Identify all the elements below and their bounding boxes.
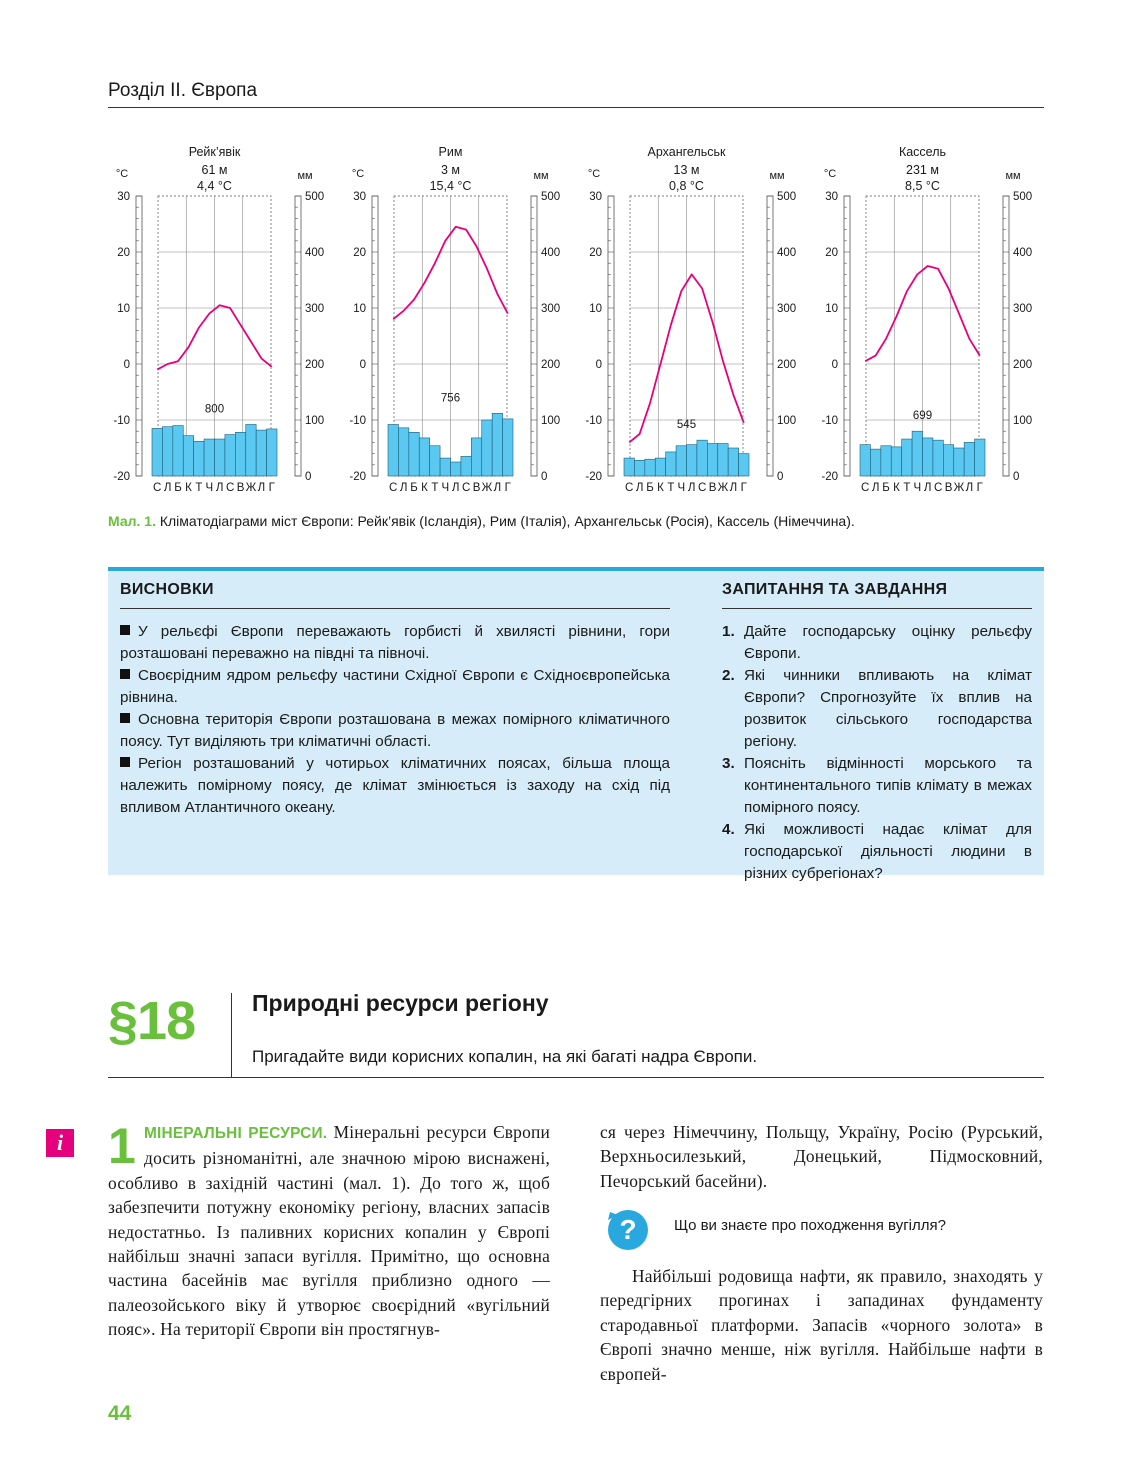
precip-bar: [430, 446, 440, 476]
precip-tick-label: 300: [305, 303, 325, 315]
month-label: Г: [976, 482, 983, 494]
precip-bar: [183, 436, 193, 476]
chart-title: Рим: [438, 145, 463, 159]
conclusion-item: Своєрідним ядром рельєфу частини Східної Європи є Східноєвропейська рівнина.: [120, 667, 670, 706]
month-label: С: [461, 482, 471, 494]
chart-elevation: 231 м: [906, 163, 939, 177]
figure-caption: [108, 513, 855, 529]
temp-scale: [372, 196, 378, 476]
precip-bar: [267, 429, 277, 476]
precip-bar: [933, 440, 943, 476]
question-item: 3. Поясніть відмінності морського та континентального типів клімату в межах помірного поясу.: [722, 755, 1032, 816]
paragraph-rule: [108, 1077, 1044, 1078]
precip-bar: [398, 428, 408, 476]
precip-bar: [194, 441, 204, 476]
precip-bar: [964, 442, 974, 476]
temp-tick-label: 10: [117, 303, 130, 315]
precip-bar: [503, 419, 513, 476]
running-header: Розділ ІІ. Європа: [108, 80, 258, 101]
month-label: К: [657, 482, 664, 494]
section-text-right-1: ся через Німеччину, Польщу, Україну, Росію (Рурський, Верхньосилезький, Донецький, Підмосковний, Печорський басейни).: [600, 1122, 1043, 1191]
chart-elevation: 13 м: [673, 163, 700, 177]
precip-bar: [728, 448, 738, 476]
section-text-right-2: Найбільші родовища нафти, як правило, знаходять у передгірних прогинах і западинах фундаменту стародавньої платформи. Запасів «чорного золота» в Європі значно менше, ніж вугілля. Найбільше нафти в європей-: [600, 1266, 1043, 1384]
chart-mean-temp: 4,4 °C: [197, 179, 232, 193]
precip-bar: [912, 431, 922, 476]
precip-tick-label: 100: [305, 415, 325, 427]
precip-bar: [204, 439, 214, 476]
month-label: Т: [903, 482, 911, 494]
month-label: Л: [399, 482, 408, 494]
temp-tick-label: 10: [589, 303, 602, 315]
question-icon: [602, 1206, 650, 1254]
precip-bar: [891, 447, 901, 476]
precip-tick-label: 300: [777, 303, 797, 315]
temp-tick-label: -20: [349, 471, 366, 483]
month-label: К: [185, 482, 192, 494]
month-label: В: [944, 482, 953, 494]
precip-bar: [634, 460, 644, 476]
precip-bar: [419, 438, 429, 476]
figure-label: Мал. 1.: [108, 513, 156, 529]
precip-bar: [256, 430, 266, 476]
precip-bar: [718, 444, 728, 476]
figure-caption-text: Кліматодіаграми міст Європи: Рейк’явік (Ісландія), Рим (Італія), Архангельськ (Росія), Кассель (Німеччина).: [159, 513, 855, 529]
conclusion-item: У рельєфі Європи переважають горбисті й хвилясті рівнини, гори розташовані переважно на півдні та півночі.: [120, 623, 670, 662]
month-label: Ч: [441, 482, 450, 494]
precip-tick-label: 200: [777, 359, 797, 371]
month-label: Г: [740, 482, 747, 494]
precip-bar: [173, 426, 183, 476]
header-rule: [108, 107, 1044, 108]
chart-mean-temp: 15,4 °C: [429, 179, 472, 193]
precip-bar: [954, 448, 964, 476]
month-label: Б: [882, 482, 890, 494]
chart-elevation: 61 м: [201, 163, 228, 177]
precip-bar: [975, 439, 985, 476]
precip-tick-label: 300: [1013, 303, 1033, 315]
precip-unit-label: мм: [533, 170, 549, 182]
precip-bar: [162, 427, 172, 476]
precip-bar: [215, 439, 225, 476]
paragraph-subtitle: Пригадайте види корисних копалин, на які багаті надра Європи.: [252, 1047, 758, 1066]
precip-tick-label: 400: [777, 247, 797, 259]
conclusion-item: Регіон розташований у чотирьох кліматичних поясах, більша площа належить помірному поясу, де клімат змінюється із заходу на схід під впливом Атлантичного океану.: [120, 755, 670, 816]
month-label: Г: [504, 482, 511, 494]
month-label: Т: [431, 482, 439, 494]
month-label: Ч: [677, 482, 686, 494]
precip-tick-label: 100: [777, 415, 797, 427]
month-label: Л: [871, 482, 880, 494]
precip-bar: [624, 458, 634, 476]
temp-unit-label: °C: [115, 168, 129, 180]
precip-bar: [461, 456, 471, 476]
precip-unit-label: мм: [297, 170, 313, 182]
temp-tick-label: -10: [113, 415, 130, 427]
month-label: Л: [687, 482, 696, 494]
precip-scale: [531, 196, 537, 476]
precip-bar: [923, 438, 933, 476]
precip-bar: [482, 420, 492, 476]
temp-tick-label: 30: [117, 191, 130, 203]
precip-bar: [246, 424, 256, 476]
chart-title: Кассель: [898, 145, 947, 159]
precip-bar: [943, 445, 953, 476]
square-bullet-icon: [120, 757, 130, 767]
temp-tick-label: -10: [585, 415, 602, 427]
conclusion-item: Основна територія Європи розташована в межах помірного кліматичного поясу. Тут виділяють три кліматичні області.: [120, 711, 670, 750]
temp-tick-label: 30: [589, 191, 602, 203]
conclusions-list: [120, 621, 670, 819]
precip-scale: [295, 196, 301, 476]
temp-scale: [608, 196, 614, 476]
precip-tick-label: 500: [777, 191, 797, 203]
section-text-left: Мінеральні ресурси Європи досить різноманітні, але значною мірою виснажені, особливо в західній частині (мал. 1). До того ж, щоб забезпечити потужну економіку регіону, власних запасів недостатньо. Із паливних корисних копалин у Європі найбільш значні запаси вугілля. Примітно, що основна частина басейнів має вугілля приблизно одного — палеозойського віку й утворює своєрідний «вугільний пояс». На території Європи він простягнув-: [108, 1122, 550, 1340]
month-label: Б: [410, 482, 418, 494]
temp-tick-label: 0: [595, 359, 602, 371]
month-label: Ч: [205, 482, 214, 494]
page-number: 44: [108, 1402, 132, 1425]
annual-precip-label: 545: [676, 419, 697, 432]
precip-bar: [471, 438, 481, 476]
temp-unit-label: °C: [823, 168, 837, 180]
precip-bar: [697, 440, 707, 476]
month-label: Л: [215, 482, 224, 494]
month-label: К: [421, 482, 428, 494]
temp-tick-label: 0: [123, 359, 130, 371]
temp-tick-label: -20: [585, 471, 602, 483]
precip-tick-label: 400: [1013, 247, 1033, 259]
temp-tick-label: -10: [349, 415, 366, 427]
annual-precip-label: 756: [440, 392, 461, 405]
climate-chart-2: [585, 145, 796, 494]
month-label: Л: [163, 482, 172, 494]
conclusions-heading: ВИСНОВКИ: [120, 581, 214, 598]
month-label: С: [933, 482, 943, 494]
temp-tick-label: -10: [821, 415, 838, 427]
chart-mean-temp: 0,8 °C: [669, 179, 704, 193]
month-label: Л: [257, 482, 266, 494]
month-label: Л: [451, 482, 460, 494]
month-label: Ж: [953, 482, 965, 494]
month-label: С: [861, 482, 870, 494]
precip-bar: [235, 432, 245, 476]
precip-bar: [388, 424, 398, 476]
climate-charts: [100, 140, 1060, 500]
precip-bar: [655, 458, 665, 476]
text-column-right: [600, 1120, 1043, 1193]
temp-unit-label: °C: [351, 168, 365, 180]
precip-bar: [440, 458, 450, 476]
month-label: В: [708, 482, 717, 494]
annual-precip-label: 699: [912, 410, 933, 423]
month-label: С: [153, 482, 162, 494]
precip-scale: [767, 196, 773, 476]
chart-elevation: 3 м: [440, 163, 461, 177]
month-label: Б: [646, 482, 654, 494]
temp-tick-label: 20: [589, 247, 602, 259]
question-item: 1. Дайте господарську оцінку рельєфу Європи.: [722, 623, 1032, 662]
conclusions-rule: [120, 608, 670, 609]
climate-chart-1: [349, 145, 560, 494]
month-label: Б: [174, 482, 182, 494]
square-bullet-icon: [120, 669, 130, 679]
square-bullet-icon: [120, 625, 130, 635]
precip-bar: [451, 462, 461, 476]
precip-bar: [645, 459, 655, 476]
month-label: Т: [667, 482, 675, 494]
temp-tick-label: 10: [353, 303, 366, 315]
questions-list: [722, 621, 1032, 885]
month-label: Г: [268, 482, 275, 494]
precip-bar: [870, 449, 880, 476]
month-label: Л: [729, 482, 738, 494]
temp-tick-label: 20: [825, 247, 838, 259]
precip-tick-label: 500: [305, 191, 325, 203]
info-icon: i: [46, 1129, 74, 1157]
precip-bar: [707, 444, 717, 476]
precip-bar: [152, 428, 162, 476]
temp-tick-label: 30: [353, 191, 366, 203]
precip-tick-label: 300: [541, 303, 561, 315]
month-label: К: [893, 482, 900, 494]
chart-title: Архангельськ: [647, 145, 726, 159]
question-item: 2. Які чинники впливають на клімат Європи? Спрогнозуйте їх вплив на розвиток сільського господарства регіону.: [722, 667, 1032, 750]
month-label: Ж: [481, 482, 493, 494]
precip-tick-label: 0: [777, 471, 784, 483]
month-label: С: [697, 482, 707, 494]
precip-bar: [225, 435, 235, 476]
precip-bar: [902, 439, 912, 476]
climate-chart-0: [113, 145, 324, 494]
precip-bar: [881, 446, 891, 476]
temp-tick-label: 20: [117, 247, 130, 259]
temp-tick-label: 10: [825, 303, 838, 315]
precip-tick-label: 500: [541, 191, 561, 203]
precip-tick-label: 100: [1013, 415, 1033, 427]
month-label: С: [625, 482, 634, 494]
month-label: Ч: [913, 482, 922, 494]
precip-tick-label: 0: [541, 471, 548, 483]
month-label: Л: [493, 482, 502, 494]
temp-scale: [844, 196, 850, 476]
precip-tick-label: 500: [1013, 191, 1033, 203]
precip-unit-label: мм: [1005, 170, 1021, 182]
temp-tick-label: 0: [831, 359, 838, 371]
paragraph-divider: [231, 993, 232, 1078]
month-label: В: [236, 482, 245, 494]
precip-bar: [409, 432, 419, 476]
question-item: 4. Які можливості надає клімат для господарської діяльності людини в різних субрегіонах?: [722, 821, 1032, 882]
month-label: В: [472, 482, 481, 494]
month-label: Ж: [717, 482, 729, 494]
temp-unit-label: °C: [587, 168, 601, 180]
temp-tick-label: 30: [825, 191, 838, 203]
month-label: Л: [635, 482, 644, 494]
square-bullet-icon: [120, 713, 130, 723]
precip-bar: [676, 446, 686, 476]
paragraph-title: Природні ресурси регіону: [252, 990, 549, 1016]
precip-tick-label: 400: [541, 247, 561, 259]
precip-unit-label: мм: [769, 170, 785, 182]
precip-tick-label: 0: [305, 471, 312, 483]
temp-tick-label: -20: [113, 471, 130, 483]
precip-bar: [739, 454, 749, 476]
month-label: Л: [923, 482, 932, 494]
precip-tick-label: 0: [1013, 471, 1020, 483]
temp-tick-label: 20: [353, 247, 366, 259]
precip-tick-label: 100: [541, 415, 561, 427]
precip-tick-label: 200: [1013, 359, 1033, 371]
questions-heading: ЗАПИТАННЯ ТА ЗАВДАННЯ: [722, 581, 948, 598]
month-label: С: [389, 482, 398, 494]
precip-tick-label: 200: [305, 359, 325, 371]
summary-panel: [108, 567, 1044, 882]
month-label: С: [225, 482, 235, 494]
question-prompt: Що ви знаєте про походження вугілля?: [674, 1217, 946, 1234]
month-label: Т: [195, 482, 203, 494]
text-column-right-2: [600, 1264, 1043, 1386]
chart-mean-temp: 8,5 °C: [905, 179, 940, 193]
temp-tick-label: -20: [821, 471, 838, 483]
precip-scale: [1003, 196, 1009, 476]
climate-chart-3: [821, 145, 1032, 494]
section-number: 1: [108, 1118, 137, 1174]
questions-rule: [722, 608, 1032, 609]
precip-bar: [860, 445, 870, 476]
precip-bar: [666, 452, 676, 476]
precip-tick-label: 400: [305, 247, 325, 259]
precip-bar: [492, 413, 502, 476]
paragraph-number: §18: [108, 991, 196, 1051]
section-heading: МІНЕРАЛЬНІ РЕСУРСИ.: [144, 1125, 328, 1142]
temp-tick-label: 0: [359, 359, 366, 371]
precip-bar: [687, 445, 697, 476]
precip-tick-label: 200: [541, 359, 561, 371]
temp-scale: [136, 196, 142, 476]
month-label: Л: [965, 482, 974, 494]
svg-text:?: ?: [619, 1214, 637, 1245]
chart-title: Рейк’явік: [188, 145, 241, 159]
month-label: Ж: [245, 482, 257, 494]
annual-precip-label: 800: [204, 403, 225, 416]
text-column-left: [108, 1120, 550, 1342]
